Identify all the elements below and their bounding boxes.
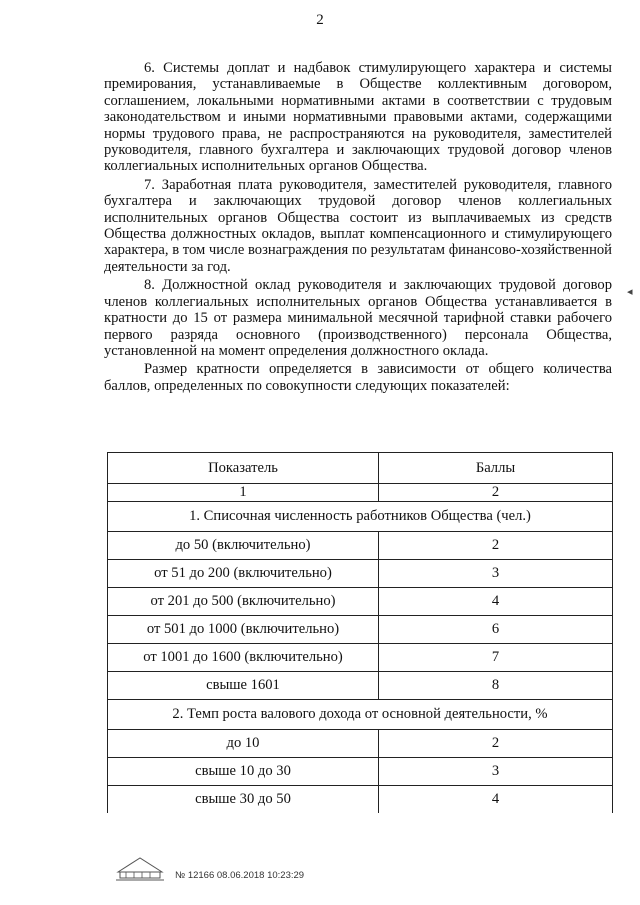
indicator-cell: свыше 10 до 30	[108, 758, 379, 786]
indicator-cell: от 201 до 500 (включительно)	[108, 588, 379, 616]
paragraph-7: 7. Заработная плата руководителя, заместителей руководителя, главного бухгалтера и заключающих трудовой договор членов коллегиальных исполнительных органов Общества состоит из выплачиваемых из средств Общества должностных окладов, выплат компенсационного и стимулирующего характера, в том числе вознаграждения по результатам финансово-хозяйственной деятельности за год.	[104, 176, 612, 275]
column-number-row	[108, 484, 613, 502]
points-cell: 3	[379, 560, 613, 588]
table-row	[108, 560, 613, 588]
section-title-row	[108, 502, 613, 532]
indicator-cell: до 10	[108, 730, 379, 758]
points-cell: 2	[379, 532, 613, 560]
page-number: 2	[316, 12, 324, 28]
paragraph-6: 6. Системы доплат и надбавок стимулирующего характера и системы премирования, устанавливаемые в Обществе коллективным договором, соглашением, локальными нормативными актами в соответствии с трудовым законодательством и иными нормативными правовыми актами, содержащими нормы трудового права, не распространяются на руководителя, заместителей руководителя, главного бухгалтера и заключающих трудовой договор членов коллегиальных исполнительных органов Общества.	[104, 60, 612, 175]
indicator-cell: свыше 1601	[108, 672, 379, 700]
paragraph-8: 8. Должностной оклад руководителя и заключающих трудовой договор членов коллегиальных исполнительных органов Общества устанавливается в кратности до 15 от размера минимальной месячной тарифной ставки рабочего первого разряда основного (производственного) персонала Общества, установленной на момент определения должностного оклада.	[104, 277, 612, 359]
document-body	[104, 60, 612, 394]
table-row	[108, 644, 613, 672]
section-title: 1. Списочная численность работников Общества (чел.)	[108, 502, 613, 532]
table-row	[108, 730, 613, 758]
table-row	[108, 532, 613, 560]
table-row	[108, 672, 613, 700]
table-row	[108, 786, 613, 814]
points-cell: 2	[379, 730, 613, 758]
indicators-table	[107, 452, 613, 813]
points-cell: 4	[379, 588, 613, 616]
column-number-2: 2	[379, 484, 613, 502]
document-stamp: № 12166 08.06.2018 10:23:29	[175, 870, 305, 881]
table-row	[108, 616, 613, 644]
points-cell: 6	[379, 616, 613, 644]
margin-mark: ◂	[627, 286, 633, 298]
points-cell: 7	[379, 644, 613, 672]
indicator-cell: от 501 до 1000 (включительно)	[108, 616, 379, 644]
header-indicator: Показатель	[108, 453, 379, 484]
indicator-cell: свыше 30 до 50	[108, 786, 379, 814]
points-cell: 3	[379, 758, 613, 786]
building-logo-icon	[110, 852, 170, 882]
indicator-cell: от 51 до 200 (включительно)	[108, 560, 379, 588]
points-cell: 8	[379, 672, 613, 700]
section-title: 2. Темп роста валового дохода от основной деятельности, %	[108, 700, 613, 730]
section-title-row	[108, 700, 613, 730]
indicator-cell: от 1001 до 1600 (включительно)	[108, 644, 379, 672]
table-header-row	[108, 453, 613, 484]
paragraph-multiplier: Размер кратности определяется в зависимости от общего количества баллов, определенных по совокупности следующих показателей:	[104, 361, 612, 394]
indicator-cell: до 50 (включительно)	[108, 532, 379, 560]
table-row	[108, 588, 613, 616]
table-row	[108, 758, 613, 786]
header-points: Баллы	[379, 453, 613, 484]
points-cell: 4	[379, 786, 613, 814]
column-number-1: 1	[108, 484, 379, 502]
